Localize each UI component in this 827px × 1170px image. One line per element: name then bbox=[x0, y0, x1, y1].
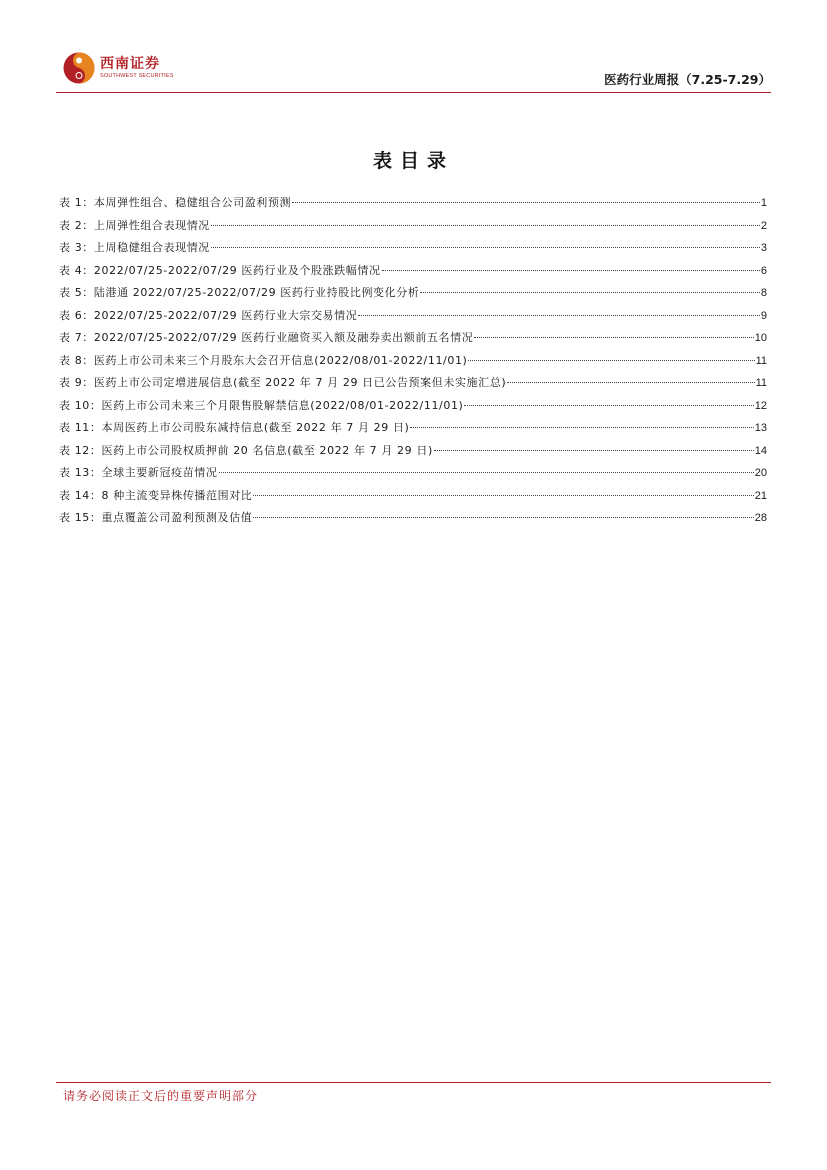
toc-entry[interactable] bbox=[59, 419, 767, 442]
toc-entry-page: 9 bbox=[760, 309, 767, 322]
toc-entry[interactable] bbox=[59, 374, 767, 397]
toc-entry-label: 表 5：陆港通 2022/07/25-2022/07/29 医药行业持股比例变化分析 bbox=[59, 286, 420, 299]
report-title: 医药行业周报（7.25-7.29） bbox=[604, 72, 771, 87]
toc-entry-page: 2 bbox=[760, 219, 767, 232]
toc-entry-label: 表 7：2022/07/25-2022/07/29 医药行业融资买入额及融券卖出额前五名情况 bbox=[59, 331, 474, 344]
toc-entry-page: 3 bbox=[760, 242, 767, 254]
toc-leader-dots bbox=[211, 247, 760, 248]
toc-leader-dots bbox=[253, 517, 753, 518]
toc-entry-label: 表 6：2022/07/25-2022/07/29 医药行业大宗交易情况 bbox=[59, 308, 358, 322]
toc-entry-label: 表 12：医药上市公司股权质押前 20 名信息(截至 2022 年 7 月 29 日) bbox=[59, 443, 433, 457]
toc-entry-page: 11 bbox=[755, 377, 767, 389]
toc-entry-label: 表 9：医药上市公司定增进展信息(截至 2022 年 7 月 29 日已公告预案但未实施汇总) bbox=[59, 376, 507, 389]
toc-entry-page: 12 bbox=[754, 399, 767, 412]
toc-leader-dots bbox=[253, 495, 753, 496]
toc-entry-label: 表 13：全球主要新冠疫苗情况 bbox=[59, 466, 218, 479]
toc-entry-page: 14 bbox=[754, 444, 767, 457]
footer-disclaimer-notice: 请务必阅读正文后的重要声明部分 bbox=[63, 1089, 259, 1103]
toc-leader-dots bbox=[211, 225, 760, 226]
toc-entry-label: 表 8：医药上市公司未来三个月股东大会召开信息(2022/08/01-2022/11/01) bbox=[59, 353, 468, 367]
toc-entry-page: 21 bbox=[754, 489, 767, 502]
toc-entry-page: 8 bbox=[760, 287, 767, 299]
toc-entry[interactable] bbox=[59, 239, 767, 262]
toc-entry-page: 11 bbox=[755, 354, 767, 367]
page-header bbox=[56, 48, 771, 93]
logo-english-name: SOUTHWEST SECURITIES bbox=[100, 73, 174, 79]
toc-entry[interactable] bbox=[59, 397, 767, 420]
toc-entry-label: 表 2：上周弹性组合表现情况 bbox=[59, 218, 210, 232]
toc-leader-dots bbox=[434, 450, 754, 451]
toc-leader-dots bbox=[410, 427, 753, 428]
toc-entry-page: 6 bbox=[760, 264, 767, 277]
toc-entry[interactable] bbox=[59, 487, 767, 510]
toc-entry-label: 表 10：医药上市公司未来三个月限售股解禁信息(2022/08/01-2022/11/01) bbox=[59, 398, 464, 412]
toc-entry[interactable] bbox=[59, 509, 767, 532]
toc-leader-dots bbox=[292, 202, 760, 203]
footer-divider bbox=[56, 1082, 771, 1083]
toc-entry-page: 13 bbox=[754, 422, 767, 434]
toc-entry-page: 1 bbox=[760, 197, 767, 209]
toc-entry-label: 表 15：重点覆盖公司盈利预测及估值 bbox=[59, 511, 253, 524]
toc-entry[interactable] bbox=[59, 262, 767, 285]
toc-entry[interactable] bbox=[59, 352, 767, 375]
toc-leader-dots bbox=[219, 472, 754, 473]
toc-entry-label: 表 1：本周弹性组合、稳健组合公司盈利预测 bbox=[59, 196, 292, 209]
toc-leader-dots bbox=[358, 315, 760, 316]
logo-emblem-icon bbox=[62, 51, 96, 85]
toc-leader-dots bbox=[420, 292, 759, 293]
toc-leader-dots bbox=[474, 337, 753, 338]
toc-entry-label: 表 4：2022/07/25-2022/07/29 医药行业及个股涨跌幅情况 bbox=[59, 263, 381, 277]
company-logo bbox=[62, 50, 174, 86]
toc-leader-dots bbox=[468, 360, 754, 361]
toc-leader-dots bbox=[464, 405, 753, 406]
toc-entry[interactable] bbox=[59, 194, 767, 217]
toc-entry[interactable] bbox=[59, 284, 767, 307]
table-of-contents bbox=[59, 194, 767, 532]
toc-entry[interactable] bbox=[59, 442, 767, 465]
toc-entry-page: 28 bbox=[754, 512, 767, 524]
toc-entry[interactable] bbox=[59, 329, 767, 352]
toc-entry-page: 20 bbox=[754, 467, 767, 479]
toc-leader-dots bbox=[507, 382, 754, 383]
toc-entry[interactable] bbox=[59, 464, 767, 487]
toc-entry-label: 表 3：上周稳健组合表现情况 bbox=[59, 241, 210, 254]
toc-leader-dots bbox=[382, 270, 760, 271]
toc-title: 表目录 bbox=[372, 150, 454, 172]
logo-chinese-name: 西南证券 bbox=[100, 56, 160, 72]
toc-entry[interactable] bbox=[59, 307, 767, 330]
toc-entry[interactable] bbox=[59, 217, 767, 240]
toc-entry-page: 10 bbox=[754, 332, 767, 344]
toc-entry-label: 表 11：本周医药上市公司股东减持信息(截至 2022 年 7 月 29 日) bbox=[59, 421, 410, 434]
toc-entry-label: 表 14：8 种主流变异株传播范围对比 bbox=[59, 488, 253, 502]
